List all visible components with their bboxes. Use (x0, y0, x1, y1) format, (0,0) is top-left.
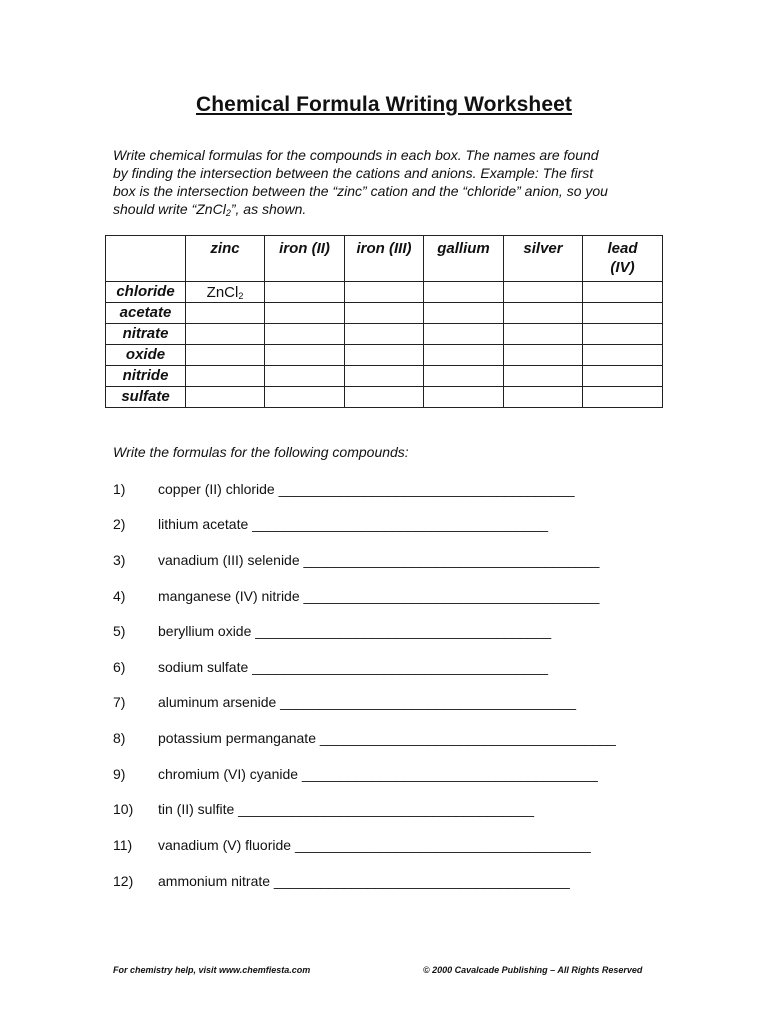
answer-cell[interactable] (265, 366, 345, 387)
questions-subheading: Write the formulas for the following compounds: (113, 444, 409, 460)
anion-label: nitrate (106, 324, 186, 345)
answer-cell[interactable] (424, 345, 504, 366)
question-item (113, 730, 616, 746)
answer-cell[interactable] (504, 345, 583, 366)
formula-grid (105, 235, 663, 408)
answer-cell[interactable] (504, 387, 583, 408)
anion-label: acetate (106, 303, 186, 324)
answer-cell[interactable] (265, 303, 345, 324)
cation-header (583, 236, 663, 282)
question-number: 3) (113, 552, 126, 568)
answer-cell[interactable] (424, 366, 504, 387)
question-item (113, 694, 576, 710)
answer-cell[interactable] (186, 387, 265, 408)
table-row (106, 324, 663, 345)
question-item (113, 552, 599, 568)
question-item (113, 873, 570, 889)
instructions-paragraph (113, 146, 658, 218)
question-item (113, 837, 591, 853)
question-text[interactable]: lithium acetate ______________________________________ (158, 516, 549, 532)
answer-cell[interactable] (424, 387, 504, 408)
question-text[interactable]: ammonium nitrate ______________________________________ (158, 873, 570, 889)
answer-cell[interactable] (504, 324, 583, 345)
question-item (113, 659, 548, 675)
answer-cell-example (186, 282, 265, 303)
question-text[interactable]: tin (II) sulfite ______________________________________ (158, 801, 535, 817)
answer-cell[interactable] (186, 324, 265, 345)
question-number: 2) (113, 516, 126, 532)
answer-cell[interactable] (583, 282, 663, 303)
anion-label: nitride (106, 366, 186, 387)
question-text[interactable]: manganese (IV) nitride ______________________________________ (158, 588, 600, 604)
answer-cell[interactable] (345, 387, 424, 408)
cation-header: zinc (186, 236, 265, 282)
answer-cell[interactable] (583, 324, 663, 345)
answer-cell[interactable] (424, 324, 504, 345)
corner-cell (106, 236, 186, 282)
question-number: 11) (113, 837, 133, 853)
answer-cell[interactable] (504, 366, 583, 387)
question-text[interactable]: beryllium oxide ______________________________________ (158, 623, 552, 639)
anion-label: sulfate (106, 387, 186, 408)
question-item (113, 766, 598, 782)
footer-copyright: © 2000 Cavalcade Publishing – All Rights Reserved (423, 965, 643, 975)
anion-label: chloride (106, 282, 186, 303)
question-number: 6) (113, 659, 126, 675)
table-row (106, 387, 663, 408)
question-number: 10) (113, 801, 134, 817)
answer-cell[interactable] (265, 282, 345, 303)
cation-header: iron (II) (265, 236, 345, 282)
instructions-line-2: by finding the intersection between the cations and anions. Example: The first (113, 165, 594, 181)
question-item (113, 481, 574, 497)
instructions-line-4-prefix: should write “ZnCl (113, 201, 226, 217)
answer-cell[interactable] (186, 345, 265, 366)
question-text[interactable]: chromium (VI) cyanide ______________________________________ (158, 766, 598, 782)
answer-cell[interactable] (424, 282, 504, 303)
example-formula-subscript: 2 (238, 290, 244, 301)
question-number: 1) (113, 481, 126, 497)
question-number: 9) (113, 766, 126, 782)
answer-cell[interactable] (583, 303, 663, 324)
page-title: Chemical Formula Writing Worksheet (195, 93, 573, 116)
anion-label: oxide (106, 345, 186, 366)
answer-cell[interactable] (345, 303, 424, 324)
question-text[interactable]: copper (II) chloride ______________________________________ (158, 481, 575, 497)
question-text[interactable]: sodium sulfate ______________________________________ (158, 659, 549, 675)
question-text[interactable]: aluminum arsenide ______________________________________ (158, 694, 577, 710)
table-row (106, 303, 663, 324)
cation-header: silver (504, 236, 583, 282)
question-number: 4) (113, 588, 126, 604)
answer-cell[interactable] (583, 366, 663, 387)
answer-cell[interactable] (265, 345, 345, 366)
answer-cell[interactable] (186, 366, 265, 387)
table-row (106, 345, 663, 366)
instructions-line-4-subscript: 2 (225, 208, 231, 218)
cation-header: iron (III) (345, 236, 424, 282)
question-text[interactable]: vanadium (III) selenide ______________________________________ (158, 552, 600, 568)
answer-cell[interactable] (424, 303, 504, 324)
instructions-line-3: box is the intersection between the “zinc” cation and the “chloride” anion, so you (113, 183, 608, 199)
question-item (113, 588, 599, 604)
answer-cell[interactable] (504, 303, 583, 324)
answer-cell[interactable] (583, 387, 663, 408)
footer-help-link: For chemistry help, visit www.chemfiesta.com (113, 965, 311, 975)
instructions-line-1: Write chemical formulas for the compounds in each box. The names are found (113, 147, 599, 163)
answer-cell[interactable] (265, 324, 345, 345)
question-text[interactable]: vanadium (V) fluoride ______________________________________ (158, 837, 591, 853)
question-number: 5) (113, 623, 126, 639)
question-item (113, 801, 534, 817)
answer-cell[interactable] (583, 345, 663, 366)
instructions-line-4-suffix: ”, as shown. (230, 201, 307, 217)
header-row (106, 236, 663, 282)
question-number: 12) (113, 873, 134, 889)
answer-cell[interactable] (345, 366, 424, 387)
example-formula-base: ZnCl (206, 283, 239, 301)
question-item (113, 516, 548, 532)
answer-cell[interactable] (186, 303, 265, 324)
instructions-line-4 (113, 200, 658, 218)
question-number: 8) (113, 730, 126, 746)
answer-cell[interactable] (265, 387, 345, 408)
answer-cell[interactable] (345, 324, 424, 345)
cation-header-label: lead (IV) (607, 240, 638, 276)
question-text[interactable]: potassium permanganate ______________________________________ (158, 730, 616, 746)
answer-cell[interactable] (504, 282, 583, 303)
table-row (106, 366, 663, 387)
question-item (113, 623, 551, 639)
answer-cell[interactable] (345, 282, 424, 303)
answer-cell[interactable] (345, 345, 424, 366)
question-number: 7) (113, 694, 126, 710)
table-row (106, 282, 663, 303)
cation-header: gallium (424, 236, 504, 282)
